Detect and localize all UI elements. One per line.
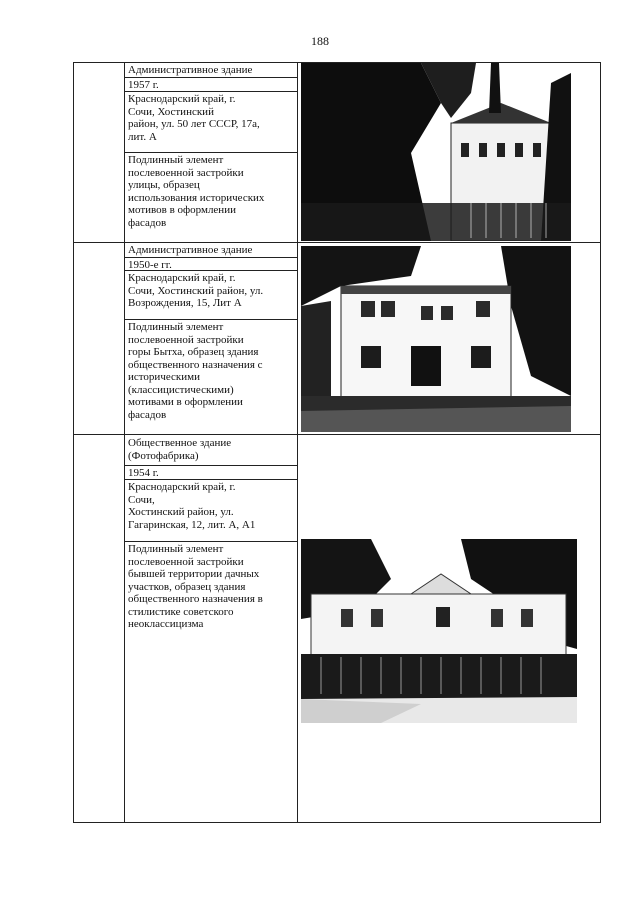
object-address: Краснодарский край, г. Сочи, Хостинский район, ул. Возрождения, 15, Лит А (128, 272, 264, 309)
object-description: Подлинный элемент послевоенной застройки бывшей территории дачных участков, образец здания общественного назначения в стилистике советского неоклассицизма (128, 543, 263, 630)
row-separator-2 (73, 434, 601, 435)
object-date: 1957 г. (128, 79, 159, 91)
cell-line (124, 319, 298, 320)
object-description: Подлинный элемент послевоенной застройки улицы, образец использования исторических мотивов в оформлении фасадов (128, 154, 265, 229)
table-border-right (600, 62, 601, 822)
building-photo-1 (301, 63, 571, 241)
object-name: Административное здание (128, 244, 253, 256)
object-description: Подлинный элемент послевоенной застройки горы Бытха, образец здания общественного назначения с историческими (классицистическими) мотивами в оформлении фасадов (128, 321, 263, 421)
cell-line (124, 465, 298, 466)
cell-line (124, 152, 298, 153)
cell-line (124, 77, 298, 78)
row-separator-1 (73, 242, 601, 243)
object-address: Краснодарский край, г. Сочи, Хостинский район, ул. Гагаринская, 12, лит. А, А1 (128, 481, 256, 531)
object-name: Административное здание (128, 64, 253, 76)
building-photo-2 (301, 246, 571, 432)
object-date: 1950-е гг. (128, 259, 172, 271)
table-border-left (73, 62, 74, 822)
cell-line (124, 541, 298, 542)
object-name: Общественное здание (Фотофабрика) (128, 437, 232, 462)
object-date: 1954 г. (128, 467, 159, 479)
object-address: Краснодарский край, г. Сочи, Хостинский район, ул. 50 лет СССР, 17а, лит. А (128, 93, 260, 143)
table-divider-2 (297, 62, 298, 822)
building-photo-3 (301, 539, 577, 723)
page-number: 188 (311, 34, 329, 48)
table-divider-1 (124, 62, 125, 822)
table-border-bottom (73, 822, 601, 823)
cell-line (124, 257, 298, 258)
